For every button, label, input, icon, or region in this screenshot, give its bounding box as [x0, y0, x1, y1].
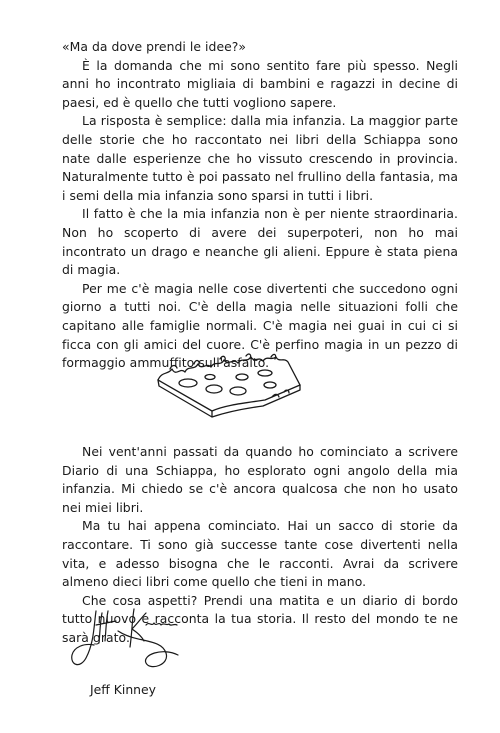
paragraph-4: Per me c'è magia nelle cose divertenti che succedono ogni giorno a tutti noi. C'è della magia nelle situazioni folli che capitano alle famiglie normali. C'è magia nei guai in cui ci si ficca con gli amici del cuore. C'è perfino magia in un pezzo di formaggio ammuffito sull'asfalto.	[62, 280, 458, 371]
paragraph-1: È la domanda che mi sono sentito fare più spesso. Negli anni ho incontrato migliaia di bambini e ragazzi in decine di paesi, ed è quello che tutti vogliono sapere.	[62, 57, 458, 110]
moldy-cheese-icon	[150, 345, 310, 430]
paragraph-3: Il fatto è che la mia infanzia non è per niente straordinaria. Non ho scoperto di avere dei superpoteri, non ho mai incontrato un drago e neanche gli alieni. Eppure è stata piena di magia.	[62, 206, 458, 278]
paragraph-5: Nei vent'anni passati da quando ho cominciato a scrivere Diario di una Schiappa, ho esplorato ogni angolo della mia infanzia. Mi chiedo se c'è ancora qualcosa che non ho usato nei miei libri.	[62, 444, 458, 515]
paragraph-6: Ma tu hai appena cominciato. Hai un sacco di storie da raccontare. Ti sono già successe tante cose divertenti nella vita, e adesso bisogna che le racconti. Avrai da scrivere almeno dieci libri come quello che tieni in mano.	[62, 518, 458, 590]
author-name: Jeff Kinney	[90, 682, 156, 697]
handwritten-signature-icon	[66, 603, 196, 681]
paragraph-7: Che cosa aspetti? Prendi una matita e un diario di bordo tutto nuovo e racconta la tua storia. Il resto del mondo te ne sarà grato.	[62, 592, 458, 645]
paragraph-quote: «Ma da dove prendi le idee?»	[62, 39, 247, 54]
text-top	[62, 38, 458, 373]
paragraph-2: La risposta è semplice: dalla mia infanzia. La maggior parte delle storie che ho raccontato nei libri della Schiappa sono nate dalle esperienze che ho vissuto crescendo in provincia. Naturalmente tutto è poi passato nel frullino della fantasia, ma i semi della mia infanzia sono sparsi in tutti i libri.	[62, 113, 458, 203]
